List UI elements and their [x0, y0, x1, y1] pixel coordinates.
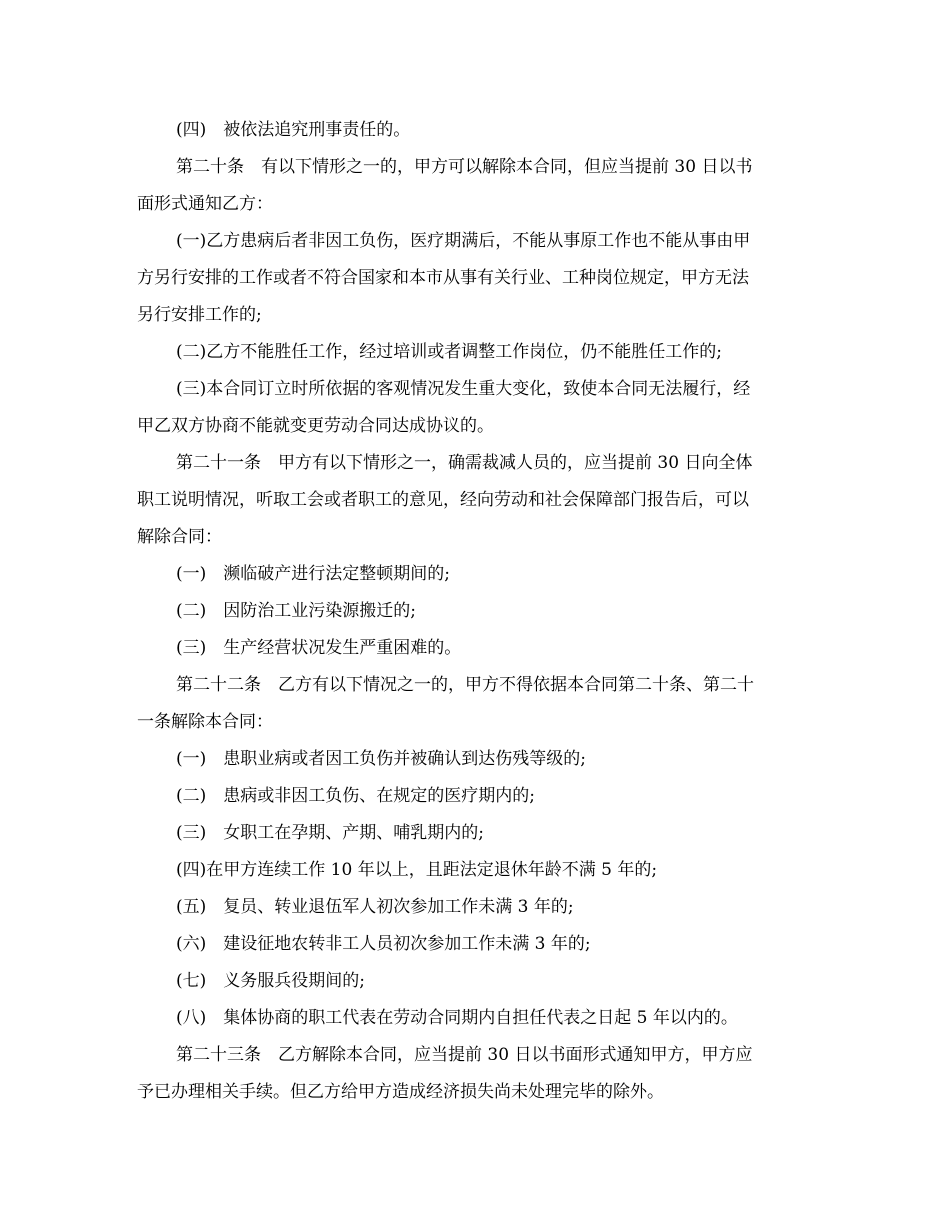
text-line: (五) 复员、转业退伍军人初次参加工作未满 3 年的;: [176, 897, 574, 917]
text-line: 予已办理相关手续。但乙方给甲方造成经济损失尚未处理完毕的除外。: [137, 1082, 664, 1102]
text-line: 一条解除本合同：: [137, 712, 273, 732]
document-page: [137, 112, 811, 1111]
text-line: 第二十二条 乙方有以下情况之一的，甲方不得依据本合同第二十条、第二十: [176, 675, 754, 695]
text-line: (一)乙方患病后者非因工负伤，医疗期满后，不能从事原工作也不能从事由甲: [176, 231, 751, 251]
text-line: (六) 建设征地农转非工人员初次参加工作未满 3 年的;: [176, 934, 591, 954]
text-line: 方另行安排的工作或者不符合国家和本市从事有关行业、工种岗位规定，甲方无法: [137, 268, 749, 288]
text-line: (八) 集体协商的职工代表在劳动合同期内自担任代表之日起 5 年以内的。: [176, 1008, 738, 1028]
text-line: (二) 因防治工业污染源搬迁的;: [176, 601, 416, 621]
text-line: 第二十一条 甲方有以下情形之一，确需裁减人员的，应当提前 30 日向全体: [176, 453, 753, 473]
text-line: (四) 被依法追究刑事责任的。: [176, 120, 411, 140]
text-line: (一) 濒临破产进行法定整顿期间的;: [176, 564, 450, 584]
text-line: (二)乙方不能胜任工作，经过培训或者调整工作岗位，仍不能胜任工作的;: [176, 342, 722, 362]
text-line: 解除合同：: [137, 527, 222, 547]
text-line: (三) 女职工在孕期、产期、哺乳期内的;: [176, 823, 484, 843]
text-line: (二) 患病或非因工负伤、在规定的医疗期内的;: [176, 786, 535, 806]
text-line: (四)在甲方连续工作 10 年以上，且距法定退休年龄不满 5 年的;: [176, 860, 658, 880]
text-line: (三) 生产经营状况发生严重困难的。: [176, 638, 462, 658]
text-line: (七) 义务服兵役期间的;: [176, 971, 365, 991]
text-line: 第二十三条 乙方解除本合同，应当提前 30 日以书面形式通知甲方，甲方应: [176, 1045, 753, 1065]
text-line: 另行安排工作的;: [137, 305, 262, 325]
text-line: 职工说明情况，听取工会或者职工的意见，经向劳动和社会保障部门报告后，可以: [137, 490, 749, 510]
text-line: (三)本合同订立时所依据的客观情况发生重大变化，致使本合同无法履行，经: [176, 379, 751, 399]
text-line: 甲乙双方协商不能就变更劳动合同达成协议的。: [137, 416, 494, 436]
text-line: 面形式通知乙方：: [137, 194, 273, 214]
text-line: 第二十条 有以下情形之一的，甲方可以解除本合同，但应当提前 30 日以书: [176, 157, 753, 177]
text-line: (一) 患职业病或者因工负伤并被确认到达伤残等级的;: [176, 749, 586, 769]
